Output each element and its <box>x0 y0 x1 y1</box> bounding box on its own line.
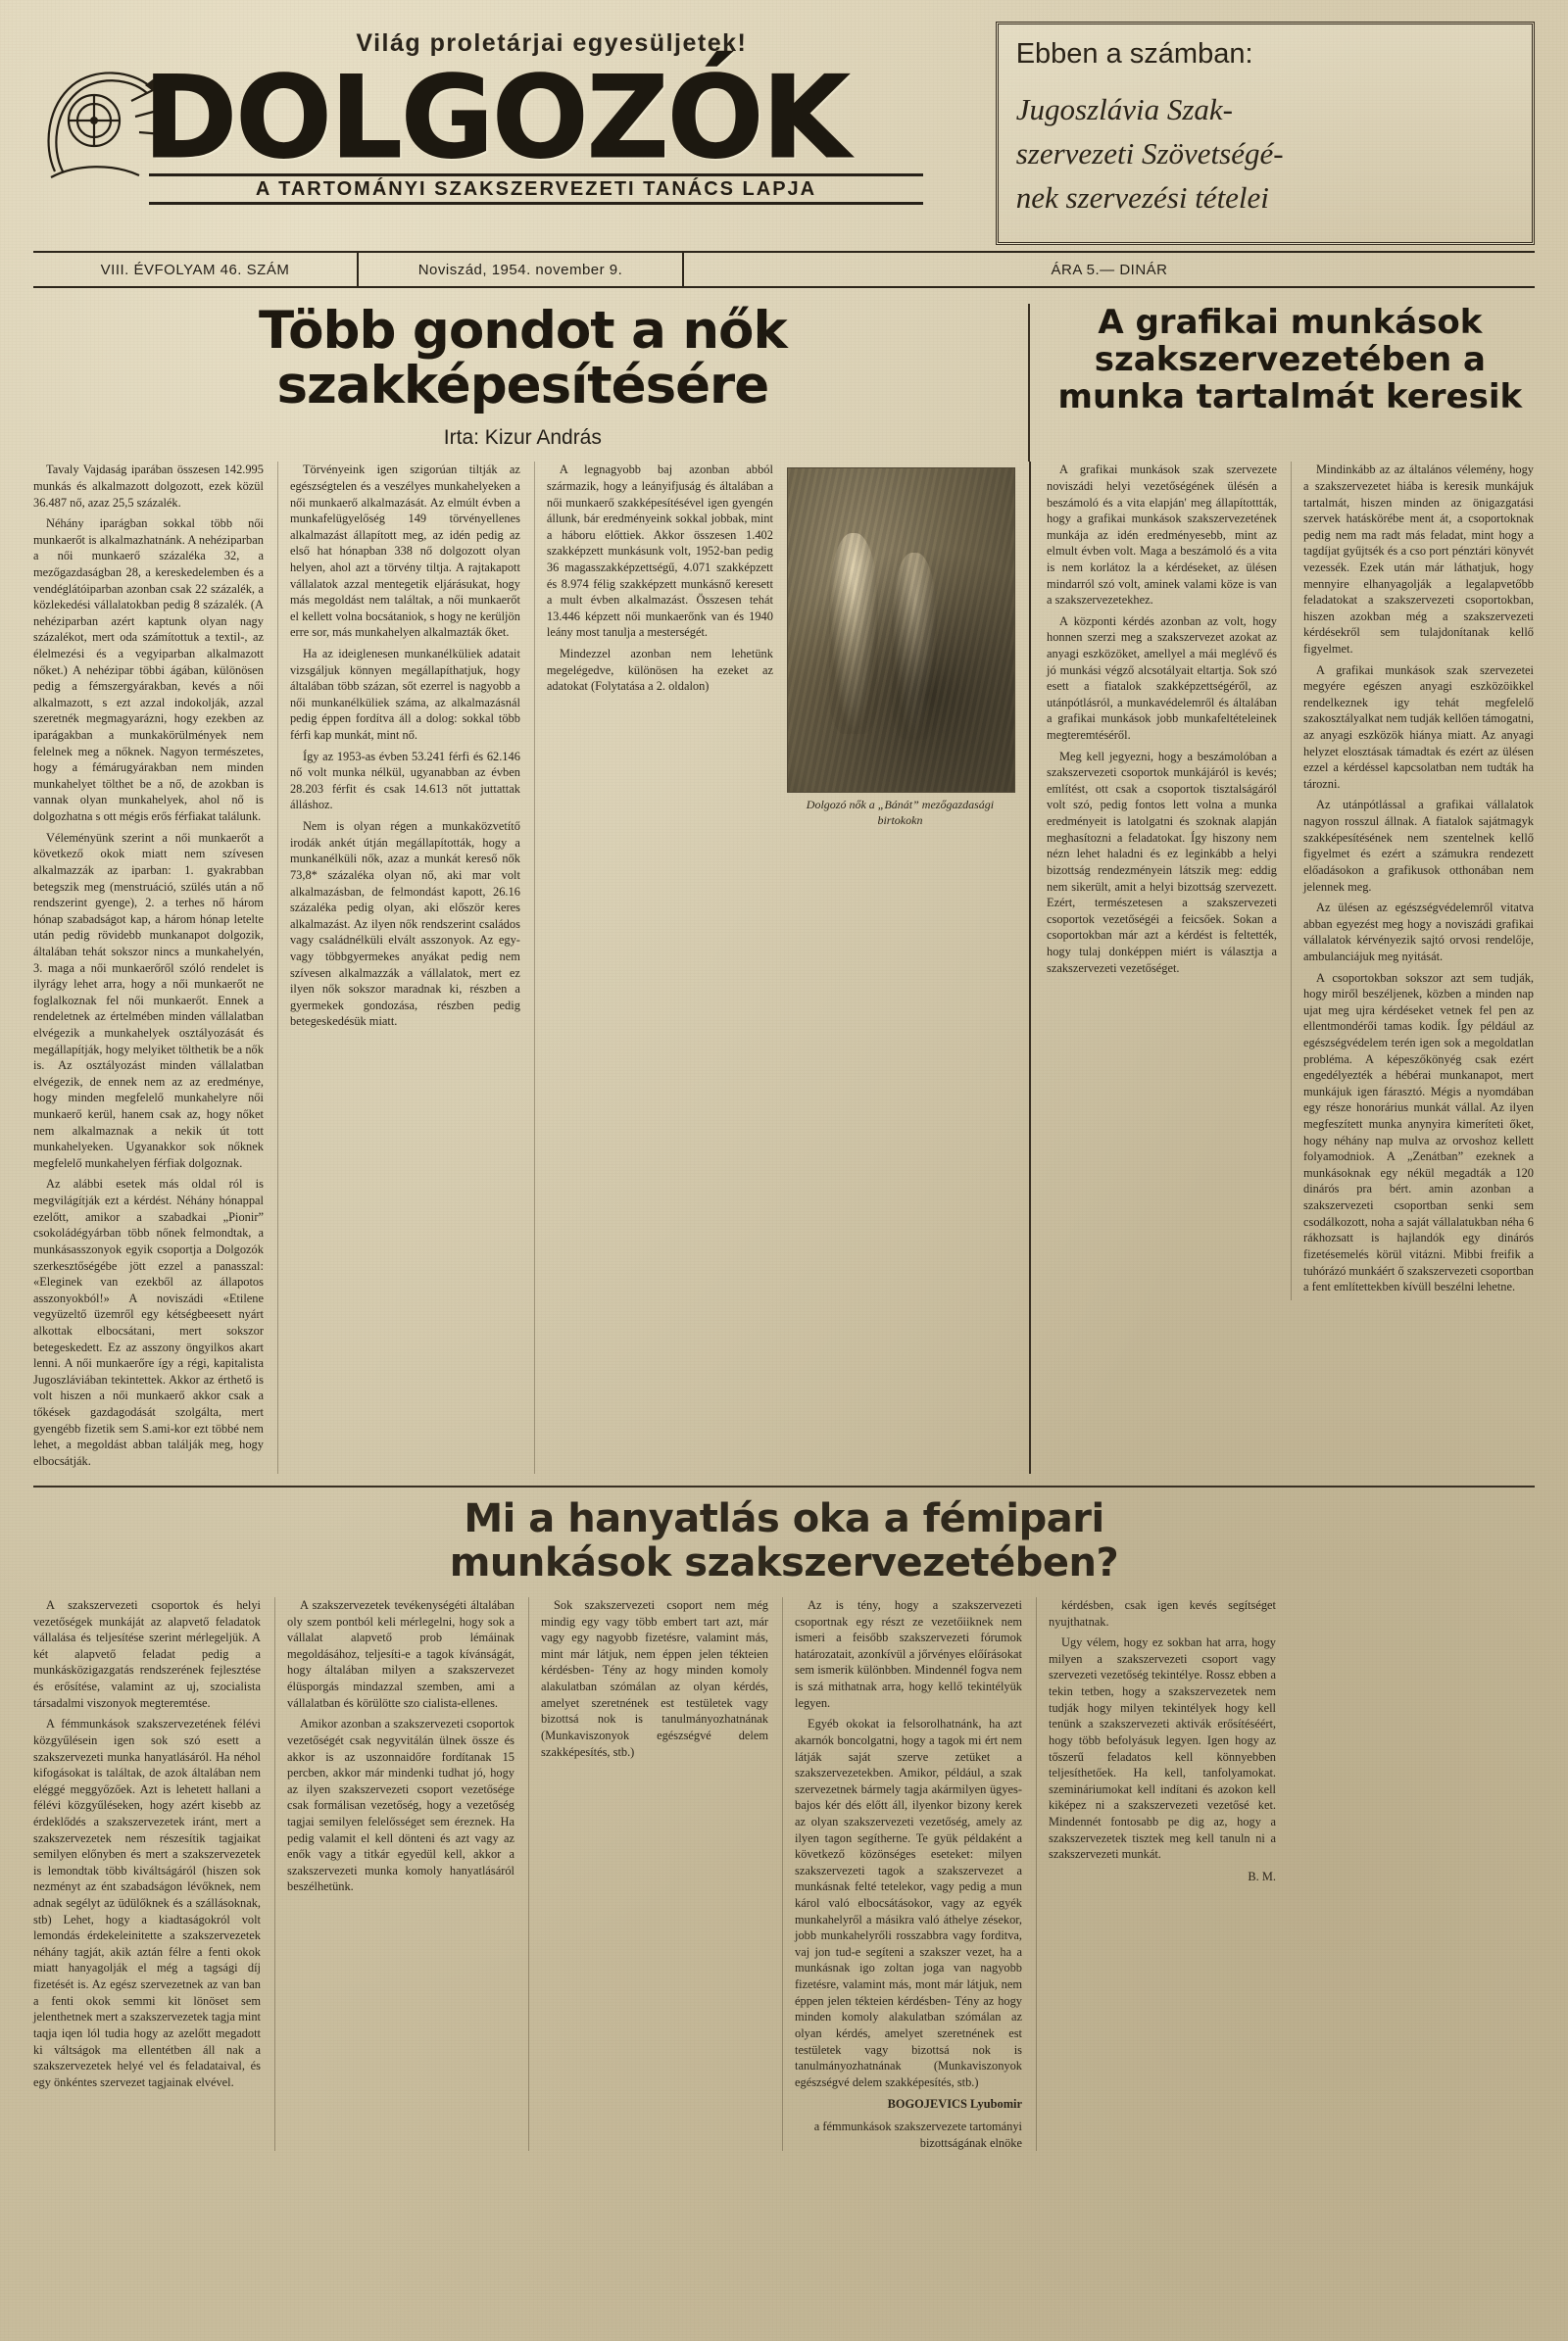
paragraph: Sok szakszervezeti csoport nem még mindig egy vagy több embert tart azt, már vagy egy nagyobb fizetésre, valamint más, mint már látjuk, nem éppen jelen tékteien kérdésben- Tény az hogy minden komoly alakulatban szómálan az olyan kérdés, amelyet szeretnének est testületek vagy bizottsá nok is tanulmányozhatnának (Munkaviszonyok egészségvé delem szakképesítés, stb.) <box>541 1598 768 1759</box>
paragraph: Az ülésen az egészségvédelemről vitatva abban egyezést meg hogy a noviszádi grafikai vállalatok kérvényezik sajtó orvosi rendelője, ambulanciájuk meg nyitását. <box>1303 901 1534 963</box>
paragraph: Amikor azonban a szakszervezeti csoportok vezetőségét csak negyvitálán ülnek össze és akkor is az uszonnaidőre fordítanak 15 percben, akkor már mindenki tudhat jó, hogy az ilyen szakszervezeti csoport vezetősége csak formálisan vezetőség, hogy a vezetőség tagjai semilyen felelősséget sem éreznek. Ha pedig valamit el kell dönteni és azt vagy az enők vagy a titkár egyedül kell, akkor a szakszervezeti munka komoly hanyatlásáról beszélhetünk. <box>287 1717 514 1894</box>
masthead-title: DOLGOZÓK <box>143 52 849 184</box>
side-headline: A grafikai munkások szakszervezetében a munka tartalmát keresik <box>1057 303 1523 417</box>
paragraph: Az utánpótlással a grafikai vállalatok nagyon rosszul állnak. A fiatalok sajátmagyk szakképesítésének nem szentelnek kellő figyelmet és ezért a számukra rendezett előadásokon a grafikusok otthonában nem jelennek meg. <box>1303 798 1534 894</box>
paragraph: A legnagyobb baj azonban abból származik, hogy a leányifjuság és általában a női munkaerő szakképesítésével igen gyengén állunk, bár eredményeink sokkal jobbak, mint a háboru előttiek. Akkor összesen 1.402 szakképzett munkásunk volt, 1952-ban pedig 36 magasszakképzettségű, 4.071 szakképzett és 8.974 félig szakképzett munkásnő keresett a mult évben alkalmazást. Összesen tehát 13.446 képzett női munkaerőnk van és 1940 leány most tanulja a mesterségét. <box>546 463 773 640</box>
bottom-column-5 <box>1036 1597 1276 2151</box>
paragraph: Az is tény, hogy a szakszervezeti csoportnak egy részt ze vezetőiiknek nem ismeri a feisőbb szakszervezeti fórumok határozatait, azonkívül a jőrvényes előírásokat sem ismerik különbben. Mindennél fogva nem is szá mithatnak arra, hogy kellő tekintélyük legyen. <box>795 1598 1022 1710</box>
photo-caption: Dolgozó nők a „Bánát” mezőgazdasági birtokokn <box>806 798 995 828</box>
in-this-issue-line-2: szervezeti Szövetségé- <box>1015 135 1284 171</box>
paragraph: Mindezzel azonban nem lehetünk megelégedve, különösen ha ezeket az adatokat (Folytatása a 2. oldalon) <box>546 646 773 694</box>
lead-column-3 <box>534 462 773 1474</box>
lead-column-1 <box>33 462 264 1474</box>
paragraph: A csoportokban sokszor azt sem tudják, hogy miről beszéljenek, közben a minden nap ujat meg ujra kérdéseket vetnek fel pen az ellentmondérői tamas kodik. Így például az egészségvédelem terén igen sok a megoldatlan probléma. A képeszőkönyég csak ezért engedélyezték a hébérai munkanapot, mert munkájuk igen fárasztó. Mégis a nyomdában egy része honorárius munkát vállal. Az ilyen megfeszített munka anynyira kimeríteti őket, hogy néhány nap mulva az orvoshoz kellett folyamodniok. A „Zenátban” ezeknek a munkásoknak egy nékül megadták a 120 dinárós pra bért. amin azonban a szakszervezeti csoportban senki sem csodálkozott, noha a saját vállalatukban néha 6 rákhozsatt is hajlandók egy dinárós fizetésemelés körül vitázni. Mibbi freifik a tuhórázó munkáért ő szakszervezeti csoportban a fent említettekben kívüll beszélni lehetne. <box>1303 970 1534 1294</box>
slogan: Világ proletárjai egyesüljetek! <box>356 29 748 57</box>
bottom-column-1 <box>33 1597 261 2151</box>
issue-place-date: Noviszád, 1954. november 9. <box>357 253 684 286</box>
lead-columns <box>33 462 1013 1474</box>
side-column-1 <box>1047 462 1277 1299</box>
side-headline-block <box>1028 304 1535 462</box>
paragraph: Egyéb okokat ia felsorolhatnánk, ha azt akarnók boncolgatni, hogy a tagok mi ért nem látják saját szerve zetüket a szakszervezetekben. Amikor, például, a szak szervezetnek bármely tagja akármilyen ügyes-bajos kér dés előtt áll, ilyenkor bizony kerek az olyan szakszervezeti vezetőség, amely az ilyen tagon segítherne. Te gyük példaként a következő közönséges eseteket: milyen szakszervezeti tagok a szakszervezet a munkásnak felté tetelekor, vagy pedig a mun károl való elbocsátásokor, vagy az egyék munkahelyről a másikra való áthelye zésekor, jobb munkahelyrőli rosszabbra vagy forditva, vaj jon tud-e segíteni a szakszer vezet, ha a munkásnak igo zoltan joga van nagyobb fizetésre, valamint más, mont már látjuk, nem éppen jelen tékteien kérdésben- Tény az hogy minden komoly alakulatban szómálan az olyan kérdés, amelyet szeretnének est testületek vagy bizottsá nok is tanulmányozhatnának (Munkaviszonyok egészségvé delem szakképesítés, stb.) <box>795 1717 1022 2089</box>
headline-row <box>33 301 1535 462</box>
lead-column-2 <box>277 462 520 1474</box>
photo-figure-left <box>829 533 879 734</box>
lead-headline: Több gondot a nők szakképesítésére <box>258 301 787 415</box>
bottom-column-2 <box>274 1597 514 2151</box>
paragraph: A szakszervezetek tevékenységéti általában oly szem pontból keli mérlegelni, hogy sok a vállalat alapvető prob lémáinak megoldásához, teljesíti-e a tagok kívánságát, hogy általában milyen a szakszervezet élüsporgás mindazzal szemben, ami a vállalatban és körülötte szo cialista-ellenes. <box>287 1598 514 1710</box>
paragraph: A grafikai munkások szak szervezete noviszádi helyi vezetőségének ülésén a beszámoló és a vita elapján' meg állapítottták, hogy a grafikai munkások szakszervezetének munkája az idén eredményesebb, mint az elmult évben volt. Maga a beszámoló és a vita is nem korlátoz la a kérdéseket, az ülésen mindarról szó volt, aminek valami köze is van a szakszervezetekhez. <box>1047 463 1277 608</box>
paragraph: kérdésben, csak igen kevés segítséget nyujthatnak. <box>1049 1598 1276 1629</box>
paragraph: A fémmunkások szakszervezetének félévi közgyűlésein igen sok szó esett a szakszervezeti munka hanyatlásáról. Ha néhol kifogásokat is találtak, de azok általában nem eléggé meggyőzőek. Azt is lehetett hallani a félévi közgyűléseken, hogy azért kisebb az érdeklődés a szakszervezetek iránt, mert a szakszervezetek nem részesítik tagjaikat semilyen előnyben és mert a szakszervezetek is lemondtak több kiváltságáról (hiszen sok nezményt az ént szabadságon lévőknek, nem adnak segélyt az üdülőknek és a szállásoknak, stb) Lehet, hogy a kiadtaságokról volt lemondás érdekeleinitette a szakszervezetek néhány tagját, akik aztán félre a fenti okok miatt hanyagolják el még a tagsági díj fizetését is. Az egész szervezetnek az van ban a fenti okok semmi kit lönöset sem jelenthetnek mert a szakszervezetek tagja mint taqja iqen lól tudia hogy az azelőtt megadott ki váltságok ma ellentétben áll nak a szakszervezetek helyé vel és feladataival, és egy önkéntes szervezet tagjainak elvével. <box>33 1717 261 2089</box>
photo-figure-right <box>892 553 937 740</box>
paragraph: Tavaly Vajdaság iparában összesen 142.995 munkás és alkalmazott dolgozott, ezek közül 36.487 nő, azaz 25,5 százalék. <box>33 463 264 510</box>
paragraph: A grafikai munkások szak szervezetei megyére egészen anyagi eszközöikkel rendelkeznek igy tehát megfelelő szakosztályalkat nem tudják kellően támogatni, az anyagi eszközök hiánya miatt. Az anyagi helyzet elosztásak támadtak és ezért az ülésen ezzel a kérdéssel kapcsolatban nem tudták ha tározni. <box>1303 662 1535 791</box>
paragraph: Törvényeink igen szigorúan tiltják az egészségtelen és a veszélyes munkahelyeken a női munkaerő alkalmazását. Az elmúlt évben a munkafelügyelőség 149 törvényellenes alkalmazást állapított meg, az idén pedig az első hat hónapban 338 nő dolgozott olyan helyen, ahol azt a törvény tiltja. A rajtakapott vállalatok azzal mentegetik eljárásukat, hogy más megoldást nem találtak, a női munkaerőt el kellett volna bocsátaniok, s hogy ne kerüljön erre sor, más munkahelyen alkalmazták őket. <box>289 463 520 640</box>
upper-body <box>33 462 1535 1474</box>
issue-volume: VIII. ÉVFOLYAM 46. SZÁM <box>100 261 290 278</box>
side-columns <box>1047 462 1535 1299</box>
lead-article <box>33 462 1013 1474</box>
lead-headline-block <box>33 301 1028 462</box>
bottom-headline-line-2: munkások szakszervezetében? <box>449 1540 1119 1586</box>
bottom-initials: B. M. <box>1248 1869 1276 1883</box>
in-this-issue-box <box>996 22 1535 245</box>
masthead-subtitle: A TARTOMÁNYI SZAKSZERVEZETI TANÁCS LAPJA <box>255 177 817 200</box>
logo-wrap <box>33 52 982 203</box>
bottom-signature-role: a fémmunkások szakszervezete tartományi bizottságának elnöke <box>813 2119 1022 2150</box>
side-article <box>1029 462 1535 1474</box>
in-this-issue-label: Ebben a számban: <box>1015 38 1253 70</box>
paragraph: Így az 1953-as évben 53.241 férfi és 62.146 nő volt munka nélkül, ugyanabban az évben 28.203 férfit és csak 14.613 nőt juttattak álláshoz. <box>289 749 520 812</box>
issue-bar <box>33 251 1535 288</box>
masthead-subtitle-rule <box>149 173 923 205</box>
paragraph: A központi kérdés azonban az volt, hogy honnen szerzi meg a szakszervezet azokat az anyagi eszközöket, amellyel a mái meglévő és jó munkási végző alcsotályait eltartja. Sok szó esett a fiatalok szakképzettségéről, az utánpótlásról, a munkavédelemről és általában a grafikai munkások jobb munkafeltételeinek megteremtéséről. <box>1047 613 1277 743</box>
lead-column-4 <box>787 462 1013 1474</box>
paragraph: Ha az ideiglenesen munkanélküliek adatait vizsgáljuk könnyen megállapíthatjuk, hogy általában több százan, sőt ezerrel is nagyobb a női munkanélküliek száma, az alkalmazásnál pedig éppen fordítva áll a dolog: sokkal több férfi kap munkát, mint nő. <box>289 646 520 743</box>
lead-byline: Irta: Kizur András <box>443 426 602 450</box>
paragraph: Véleményünk szerint a női munkaerőt a következő okok miatt nem szívesen alkalmazzák az iparban: 1. gyakrabban betegszik meg (menstruáció, szülés után a nő rendszerint gyenge), 2. a terhes nő három hónap szabadságot kap, a három hónap letelte után pedig rövidebb munkanapot dolgozik, általában tehát sokszor nincs a munkahelyén, 3. maga a női munkaerőről szóló rendelet is ilyrágy lehet arra, hogy a női munkaerőt ne foglalkoznak fel női munkaerőt. Ennek a rendeletnek az értelmében minden vállalatban elvégezik a munkahelyek osztályozását és megállapítják, hogy melyiket tölthetik be a nők is. Az osztályozást minden vállalatban elvégezik, de ennek nem az az eredménye, hogy minden megfelelő munkahelyre női munkaerő kerül, hanem csak az, hogy nőket nem alkalmaznak a nekik út tott munkahelyeken. Ugyanakkor sok nőknek megfelelő munkahelyen férfiak dolgoznak. <box>33 830 264 1170</box>
masthead <box>33 22 1535 245</box>
bottom-columns <box>33 1597 1535 2151</box>
paragraph: Ugy vélem, hogy ez sokban hat arra, hogy milyen a szakszervezeti csoport vagy szervezeti vezetőség tekintélye. Rossz ebben a tekin tetben, hogy a szakszervezetek nem tudják hogy milyen tekintélyek hogy kell tenünk a szakszervezeti aktivák erősítéséért, hogy több befolyásuk legyen. Igen hogy az tőszerű feladatos kell könnyebben teljesíthetőek. Ha kell, tanfolyamokat. szemináriumokat kell indítani és azokon kell kiképez ni a szakszervezeti vezetősé ket. Mindennét fontosabb pe dig az, hogy a szakszervezetek tisztek meg kell tanuln ni a szakszervezeti munkát. <box>1049 1635 1276 1862</box>
bottom-headline-line-1: Mi a hanyatlás oka a fémipari <box>464 1496 1104 1542</box>
paragraph: Néhány iparágban sokkal több női munkaerőt is alkalmazhatnánk. A nehéziparban a női munkaerő százaléka 32, a mezőgazdaságban 28, a kereskedelemben és a vendéglátóiparban azonban csak 22 százalék, a közlekedési vállalatokban pedig 8 százalék. (A nehéziparban azért kaptunk olyan nagy százalékot, mert oda számítottuk a textil-, az élelmezési és a vegyiparban alkalmazott nőket.) A nehézipar többi ágában, különösen pedig a fémszergyárakban, kevés a női alkalmazott, s ezt azzal indokolják, azzal szeretnék megmagyarázni, hogy ezekben az iparágakban a munkakörülmények nem felelnek meg a nőknek. Nagyon természetes, hogy a fémárugyárakban nem minden munkahelyet tölthet be a nő, de azokban is vannak olyan munkahelyek, ahol nő is dolgozhatna s ott mégis erős férfiakat találunk. <box>33 516 264 824</box>
in-this-issue-line-1: Jugoszlávia Szak- <box>1015 92 1233 126</box>
side-column-2 <box>1291 462 1534 1299</box>
bottom-column-4 <box>782 1597 1022 2151</box>
paragraph: Mindinkább az az általános vélemény, hogy a szakszervezetet hiába is keresik munkájuk tartalmát, hiszen minden az önigazgatási szervek hatáskörébe ment át, a csoportoknak pedig nem ma radt más feladat, mint hogy a tagdíjat gyűjtsék és a cso port pénztári könyvét vezessék. Ezek után már láthatjuk, hogy mennyire elhanyagolják a legalapvetőbb feladatokat a szakszervezeti csoportokban, hiszen azokban még a szakszervezeti kérdésekről sem tulajdonítanak kellő figyelmet. <box>1303 463 1534 656</box>
paragraph: Nem is olyan régen a munkaközvetítő irodák ankét útján megállapították, hogy a munkanélküli nők, azaz a munkát kereső nők 73,8* százaléka olyan nő, aki mar volt alkalmazásban, de felmondást kapott, 26.16 százaléka pedig olyan, aki először keres alkalmazást. Az ilyen nők rendszerint családos vagy családnélküli elvált asszonyok. Az egy- vagy többgyermekes anyákat pedig nem szívesen alkalmazzák a vállalatok, mert ez ilyen nők sokszor maradnak ki, részben a gyermekek gondozása, részben pedig betegeskedésük miatt. <box>289 819 520 1029</box>
in-this-issue-line-3: nek szervezési tételei <box>1015 179 1269 215</box>
paragraph: A szakszervezeti csoportok és helyi vezetőségek munkáját az alapvető feladatok vállalása és teljesítése szerint mérlegeljük. A két alapvető feladat pedig a munkásközigazgatás rendszerének fejlesztése és erősítése, valamint az uj, szocialista társadalmi viszonyok megteremtése. <box>33 1598 261 1710</box>
article-photo <box>787 467 1015 793</box>
paragraph: Meg kell jegyezni, hogy a beszámolóban a szakszervezeti csoportok munkájáról is kevés; említést, ott csak a csoportok tisztalságáról volt szó, pedig fontos lett volna a munka eredményeit is latolgatni és szoknak alapján meghasítozni a feladatokat. Így hiszony nem nézn lehet haladni és ez leginkább a helyi bizottság rendezményein látszik meg: eddig nem sikerült, amit a helyi bizottság szervezett. Ezért, természetesen a szakszervezeti csoportok vezetőségéi a feicsőek. Sokan a csoportokban már azt a kérdést is feltették, hogy tulaj donképpen miért is választja a szakszervezeti vezetőséget. <box>1047 749 1277 975</box>
masthead-left <box>33 22 982 203</box>
bottom-column-3 <box>528 1597 768 2151</box>
paragraph: Az alábbi esetek más oldal ról is megvilágítják ezt a kérdést. Néhány hónappal ezelőtt, amikor a szabadkai „Pionir” csokoládégyárban több nőnek felmondtak, a munkásasszonyok egyik csoportja a Dolgozók szerkesztőségébe jött ezzel a panasszal: «Eleginek van ezekből az állapotos asszonyokból!» A noviszádi «Etilene vegyüzeltő üzemről egy kétségbeesett nyárt alkottak elbocsátani, mert sokszor betegeskedett. Ez az asszony öngyilkos akart lenni. A női munkaerőre így a régi, kapitalista Jugoszláviában tekintettek. Akkor az érthető is volt hiszen a női munkaerő akkor csak a tőkések gazdagodását szolgálta, mert gyengébb fizetik sem S.ami-kor ezt többé nem lehet, a megoldást abban találják meg, hogy elbocsátják. <box>33 1177 264 1468</box>
issue-price: ÁRA 5.— DINÁR <box>1051 261 1168 278</box>
bottom-signature-name: BOGOJEVICS Lyubomir <box>887 2097 1022 2112</box>
bottom-article <box>33 1486 1535 2151</box>
